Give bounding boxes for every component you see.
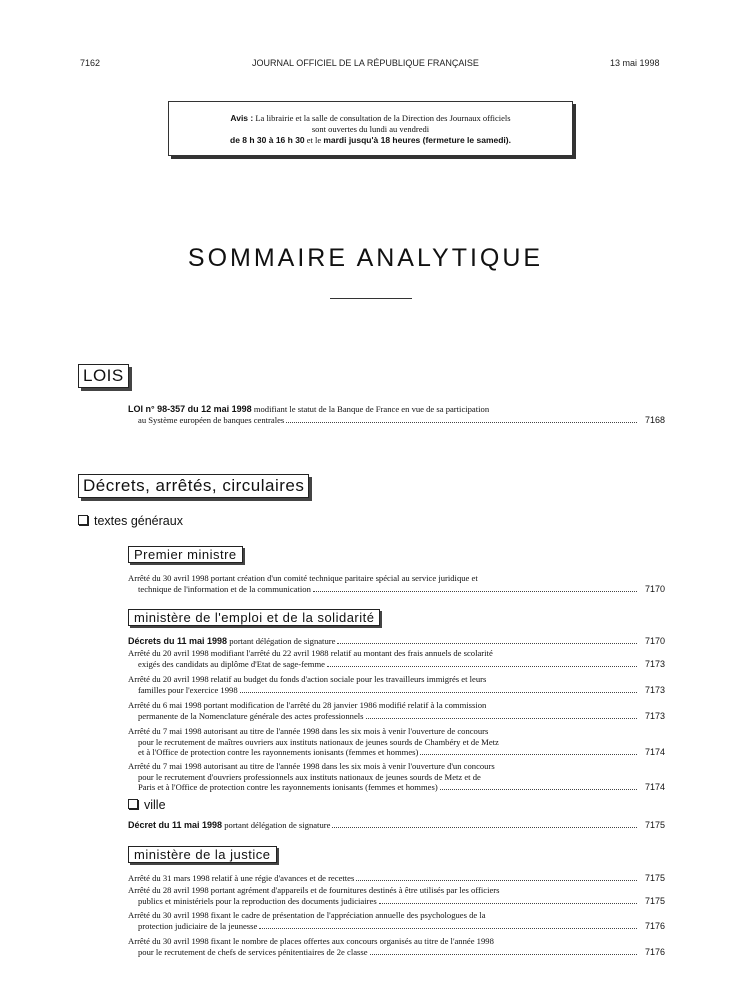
entry-line-2: pour le recrutement d'ouvriers professionnels aux instituts nationaux de jeunes sourds de Metz et de: [138, 771, 481, 782]
notice-label: Avis :: [230, 113, 254, 123]
page-ref: 7175: [644, 820, 665, 830]
entry-line-2: pour le recrutement de chefs de services pénitentiaires de 2e classe: [138, 946, 368, 957]
entry-line-3: Paris et à l'Office de protection contre les rayonnements ionisants (femmes et hommes): [138, 782, 438, 792]
entry-line-2: protection judiciaire de la jeunesse: [138, 920, 258, 931]
notice-tuesday: mardi jusqu'à 18 heures (fermeture le samedi).: [323, 135, 511, 145]
lois-entry[interactable]: [128, 404, 665, 425]
entry-line-2: publics et ministériels pour la reproduction des documents judiciaires: [138, 895, 377, 906]
notice-line-2: sont ouvertes du lundi au vendredi: [311, 124, 430, 134]
entry-line-1: Arrêté du 6 mai 1998 portant modification de l'arrêté du 28 janvier 1986 modifié relatif à la commission: [128, 700, 487, 710]
entry-line-1: Arrêté du 30 avril 1998 fixant le nombre de places offertes aux concours organisés au titre de l'année 1998: [128, 936, 494, 946]
page-ref: 7175: [644, 873, 665, 883]
page-number: 7162: [80, 58, 101, 68]
issue-date: 13 mai 1998: [610, 58, 660, 68]
checkbox-icon: [78, 515, 88, 525]
page-title: SOMMAIRE ANALYTIQUE: [187, 244, 544, 272]
list-item[interactable]: [128, 820, 665, 831]
entry-line-2: technique de l'information et de la communication: [138, 583, 311, 594]
list-item[interactable]: [128, 636, 665, 647]
entry-line-1: Arrêté du 20 avril 1998 relatif au budget du fonds d'action sociale pour les travailleurs immigrés et leurs: [128, 674, 487, 684]
page-ref: 7173: [644, 684, 665, 695]
page-ref: 7173: [644, 710, 665, 721]
entry-line-1: Arrêté du 7 mai 1998 autorisant au titre de l'année 1998 dans les six mois à venir l'ouverture d'un concours: [128, 761, 495, 771]
page-ref: 7173: [644, 658, 665, 669]
list-item[interactable]: [128, 936, 665, 957]
textes-generaux-label: textes généraux: [94, 514, 183, 528]
premier-ministre-heading: Premier ministre: [128, 546, 243, 563]
entry-line-2: familles pour l'exercice 1998: [138, 684, 238, 695]
entry-line-2: exigés des candidats au diplôme d'Etat de sage-femme: [138, 658, 325, 669]
list-item[interactable]: [128, 910, 665, 931]
list-item[interactable]: [128, 648, 665, 669]
entry-line-1: Arrêté du 30 avril 1998 fixant le cadre de présentation de l'appréciation annuelle des psychologues de la: [128, 910, 486, 920]
notice-hours: de 8 h 30 à 16 h 30: [230, 135, 305, 145]
entry-line-1: portant délégation de signature: [229, 636, 336, 646]
list-item[interactable]: [128, 761, 665, 793]
decrets-heading: Décrets, arrêtés, circulaires: [78, 474, 309, 498]
journal-title: JOURNAL OFFICIEL DE LA RÉPUBLIQUE FRANÇAISE: [252, 58, 479, 68]
entry-line-3: et à l'Office de protection contre les rayonnements ionisants (femmes et hommes): [138, 747, 419, 757]
entry-line-1: Arrêté du 20 avril 1998 modifiant l'arrêté du 22 avril 1988 relatif au montant des frais annuels de scolarité: [128, 648, 493, 658]
justice-heading: ministère de la justice: [128, 846, 277, 863]
entry-line-1: portant délégation de signature: [224, 820, 331, 830]
page-ref: 7174: [644, 747, 665, 757]
list-item[interactable]: [128, 700, 665, 721]
page-ref: 7170: [644, 636, 665, 646]
page-ref: 7170: [644, 583, 665, 594]
entry-line-1: Arrêté du 30 avril 1998 portant création d'un comité technique paritaire spécial au service juridique et: [128, 573, 478, 583]
page-ref: 7174: [644, 782, 665, 792]
ville-label: ville: [144, 798, 166, 812]
lois-entry-line-2: au Système européen de banques centrales: [138, 414, 285, 425]
opening-hours-notice: [168, 101, 573, 156]
title-divider: [330, 298, 412, 299]
notice-connector: et le: [306, 135, 322, 145]
entry-line-1: Arrêté du 31 mars 1998 relatif à une régie d'avances et de recettes: [128, 873, 355, 883]
entry-line-2: permanente de la Nomenclature générale des actes professionnels: [138, 710, 364, 721]
entry-bold-title: Décrets du 11 mai 1998: [128, 636, 228, 646]
list-item[interactable]: [128, 873, 665, 884]
lois-heading: LOIS: [78, 364, 129, 388]
list-item[interactable]: [128, 573, 665, 594]
list-item[interactable]: [128, 726, 665, 758]
list-item[interactable]: [128, 674, 665, 695]
emploi-solidarite-heading: ministère de l'emploi et de la solidarité: [128, 609, 380, 626]
entry-line-2: pour le recrutement de maîtres ouvriers aux instituts nationaux de jeunes sourds de Chambéry et de Metz: [138, 736, 499, 747]
list-item[interactable]: [128, 885, 665, 906]
entry-bold-title: Décret du 11 mai 1998: [128, 820, 223, 830]
textes-generaux-heading: [78, 514, 183, 528]
entry-line-1: Arrêté du 7 mai 1998 autorisant au titre de l'année 1998 dans les six mois à venir l'ouverture de concours: [128, 726, 489, 736]
lois-entry-line-1: modifiant le statut de la Banque de France en vue de sa participation: [253, 404, 490, 414]
page-ref: 7175: [644, 895, 665, 906]
page-ref: 7168: [644, 414, 665, 425]
page-ref: 7176: [644, 946, 665, 957]
page-ref: 7176: [644, 920, 665, 931]
checkbox-icon: [128, 799, 138, 809]
lois-entry-title: LOI n° 98-357 du 12 mai 1998: [128, 404, 252, 414]
entry-line-1: Arrêté du 28 avril 1998 portant agrément d'appareils et de fournitures destinés à être utilisés par les officiers: [128, 885, 500, 895]
notice-line-1: La librairie et la salle de consultation de la Direction des Journaux officiels: [255, 113, 511, 123]
ville-heading: [128, 798, 166, 812]
